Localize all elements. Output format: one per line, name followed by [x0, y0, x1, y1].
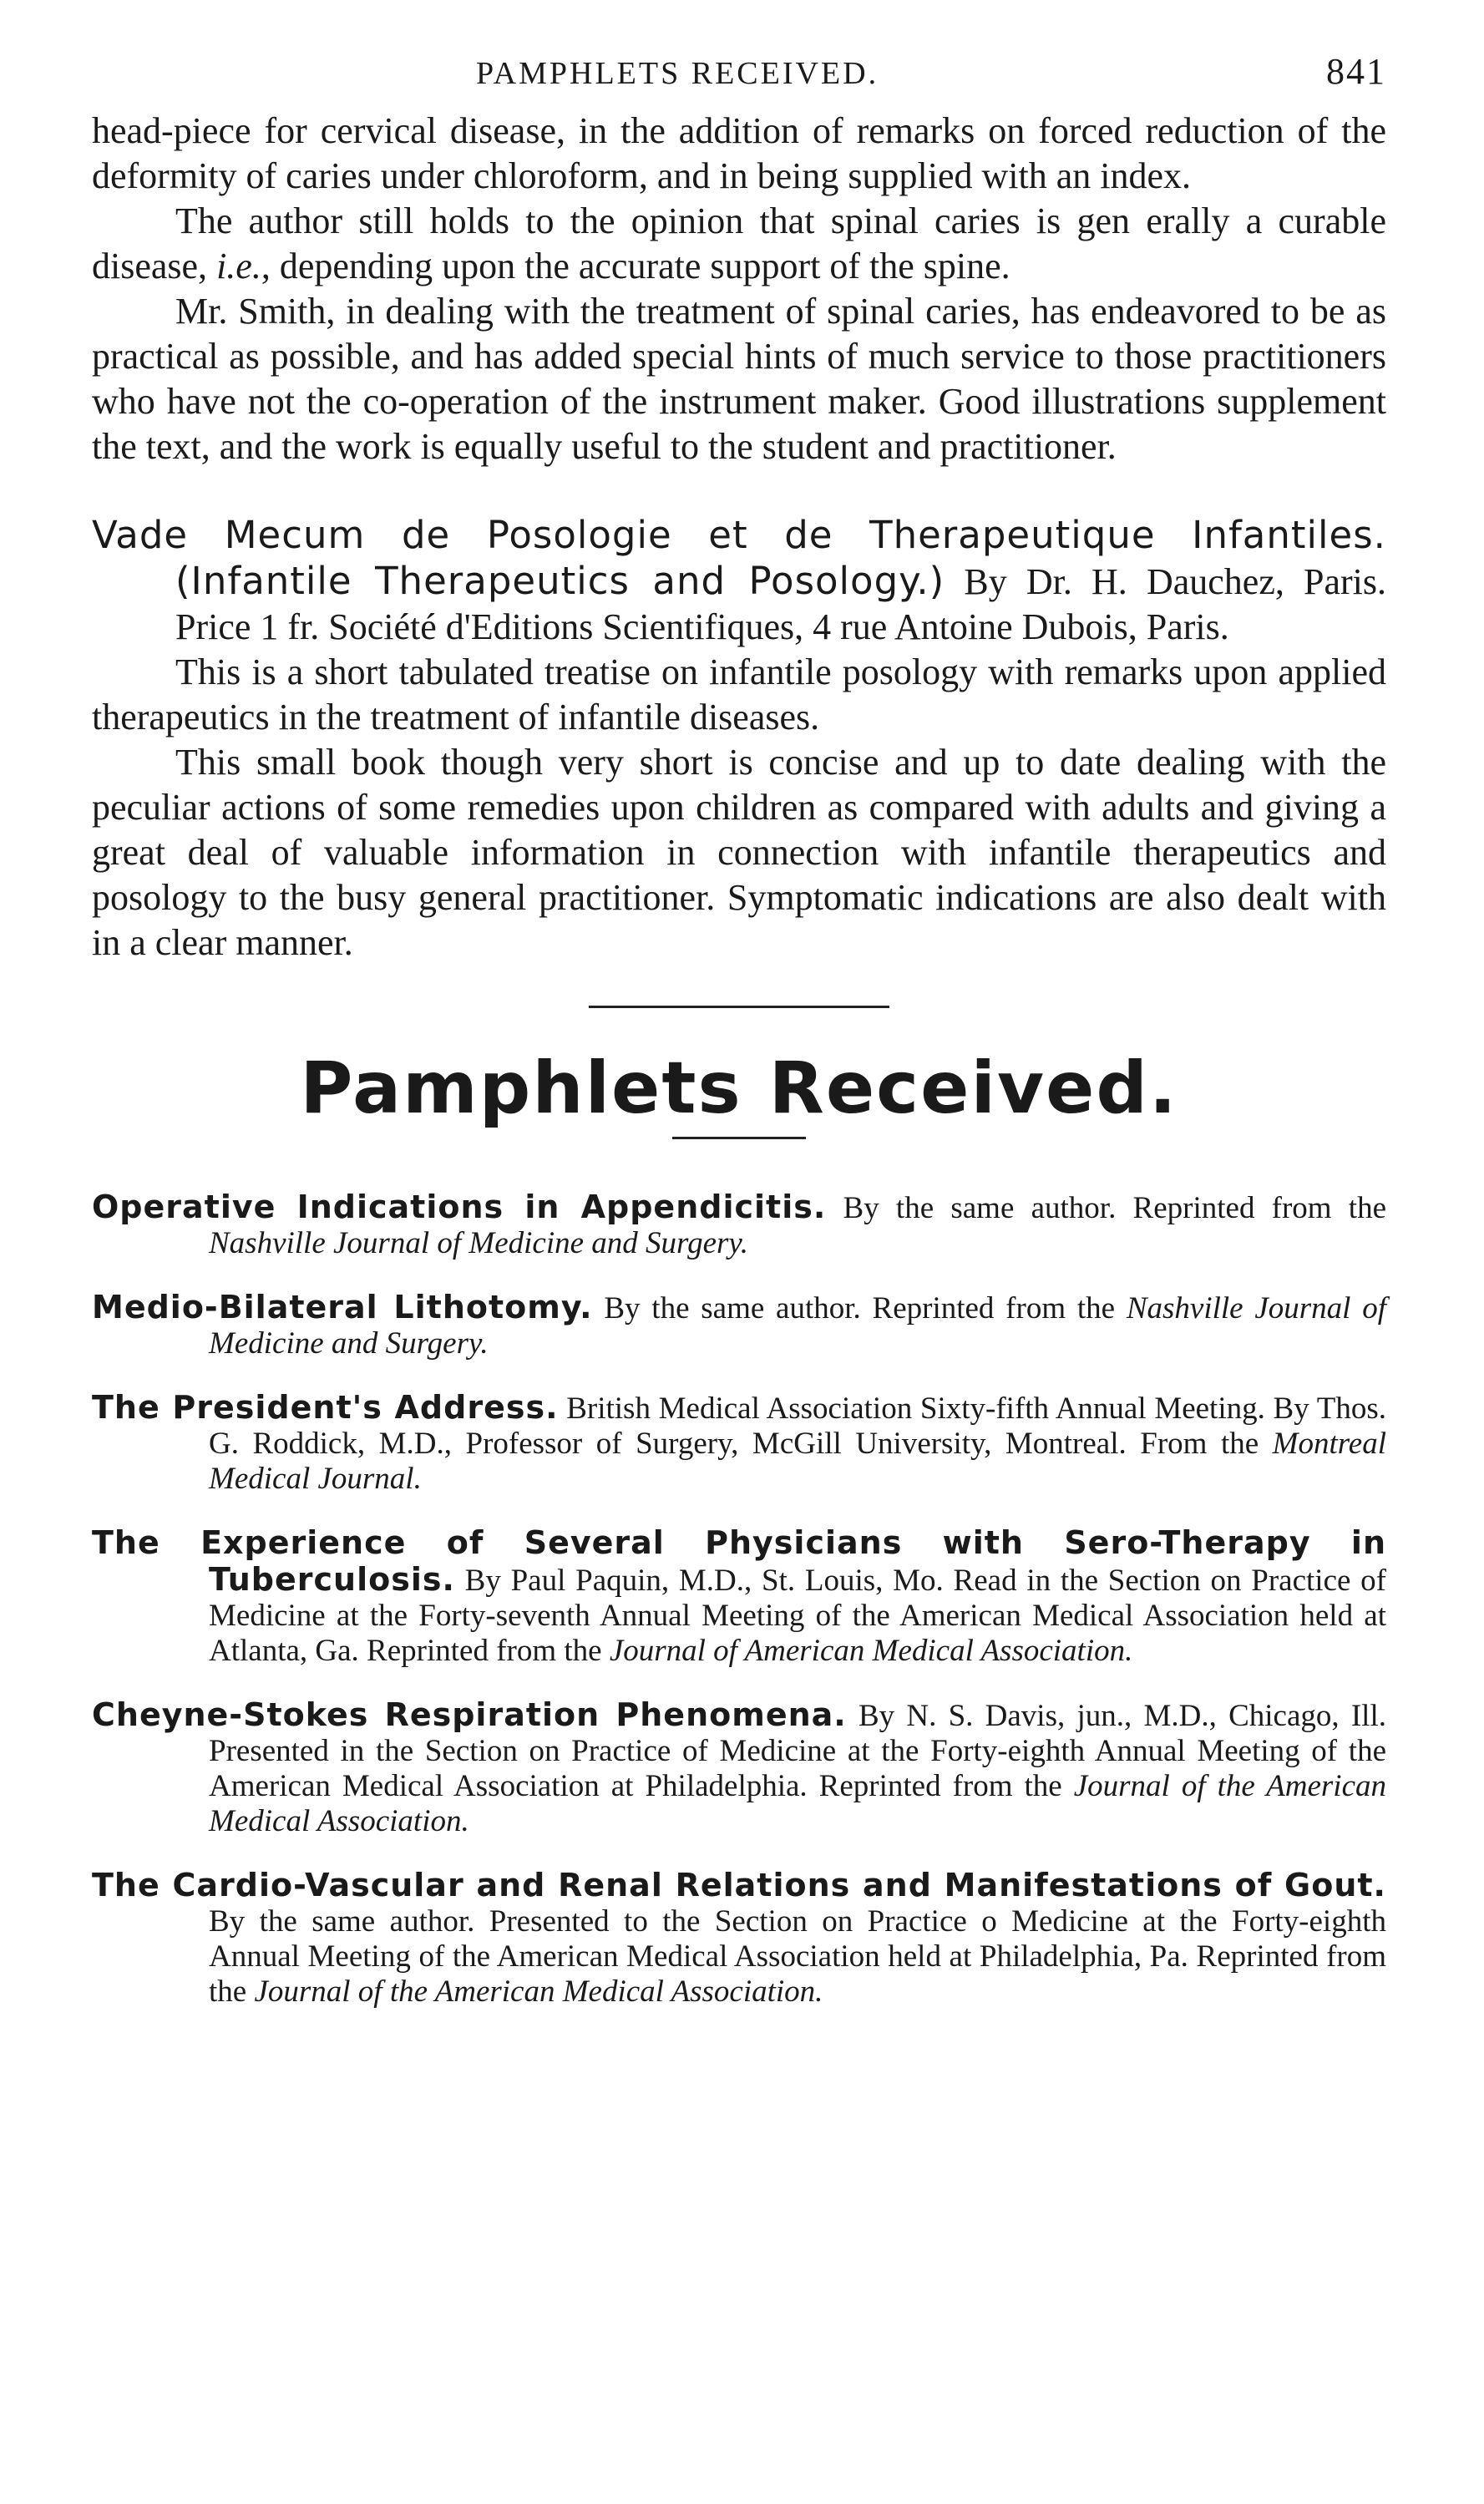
pamphlet-journal: Montreal Medical Journal.	[209, 1427, 1386, 1496]
review-italic: i.e.	[216, 246, 261, 286]
pamphlet-details: By the same author. Reprinted from the	[826, 1191, 1387, 1225]
review-paragraph: head-piece for cervical disease, in the addition of remarks on forced reduction of the deformity of caries under chloroform, and in being supplied with an index.	[92, 110, 1386, 196]
pamphlet-journal: Journal of the American Medical Association.	[254, 1974, 823, 2009]
review-title: Vade Mecum de Posologie et de Therapeutique Infantiles. (Infantile Therapeutics and Posology.)	[92, 513, 1386, 603]
pamphlet-journal: Journal of the American Medical Association.	[209, 1769, 1387, 1838]
pamphlet-entry	[92, 1390, 1386, 1497]
pamphlet-journal: Nashville Journal of Medicine and Surgery.	[209, 1226, 749, 1260]
review-vade-mecum	[92, 513, 1386, 966]
pamphlet-details: By the same author. Reprinted from the	[592, 1291, 1127, 1325]
review-paragraph: This is a short tabulated treatise on infantile posology with remarks upon applied therapeutics in the treatment of infantile diseases.	[92, 651, 1386, 738]
pamphlet-entry	[92, 1868, 1386, 2010]
review-heading	[92, 513, 1386, 650]
section-title: Pamphlets Received.	[300, 1047, 1178, 1130]
review-byline: By Dr. H. Dauchez, Paris. Price 1 fr. Société d'Editions Scientifiques, 4 rue Antoine Dubois, Paris.	[175, 561, 1386, 647]
pamphlet-entry	[92, 1290, 1386, 1361]
pamphlet-entry	[92, 1189, 1386, 1261]
pamphlet-title: Cheyne-Stokes Respiration Phenomena.	[92, 1696, 847, 1733]
pamphlet-entry	[92, 1697, 1386, 1839]
pamphlet-details: By the same author. Presented to the Section on Practice o Medicine at the Forty-eighth Annual Meeting of the American Medical Association held at Philadelphia, Pa. Reprinted from the	[209, 1904, 1386, 2009]
pamphlet-details: By Paul Paquin, M.D., St. Louis, Mo. Read in the Section on Practice of Medicine at the Forty-seventh Annual Meeting of the American Medical Association held at Atlanta, Ga. Reprinted from the	[209, 1564, 1386, 1668]
page-header	[92, 50, 1386, 109]
review-text: The author still holds to the opinion that spinal caries is gen erally a curable disease,	[92, 200, 1386, 286]
book-page	[92, 50, 1386, 2038]
review-paragraph	[92, 199, 1386, 289]
pamphlet-entry	[92, 1525, 1386, 1669]
pamphlet-title: The President's Address.	[92, 1389, 559, 1426]
pamphlet-journal: Journal of American Medical Association.	[609, 1634, 1133, 1668]
section-divider	[589, 1006, 889, 1008]
running-head: PAMPHLETS RECEIVED.	[476, 56, 879, 91]
pamphlet-details: By N. S. Davis, jun., M.D., Chicago, Ill. Presented in the Section on Practice of Medicine at the Forty-eighth Annual Meeting of the American Medical Association at Philadelphia. Reprinted from the	[209, 1699, 1386, 1803]
page-number: 841	[1326, 51, 1386, 92]
review-text: , depending upon the accurate support of the spine.	[261, 246, 1010, 286]
pamphlet-title: The Cardio-Vascular and Renal Relations and Manifestations of Gout.	[92, 1867, 1386, 1903]
pamphlet-title: Medio-Bilateral Lithotomy.	[92, 1289, 593, 1325]
review-paragraph: This small book though very short is concise and up to date dealing with the peculiar actions of some remedies upon children as compared with adults and giving a great deal of valuable information in connection with infantile therapeutics and posology to the busy general practitioner. Symptomatic indications are also dealt with in a clear manner.	[92, 742, 1386, 963]
review-paragraph: Mr. Smith, in dealing with the treatment of spinal caries, has endeavored to be as practical as possible, and has added special hints of much service to those practitioners who have not the co-operation of the instrument maker. Good illustrations supplement the text, and the work is equally useful to the student and practitioner.	[92, 291, 1386, 467]
pamphlet-title: Operative Indications in Appendicitis.	[92, 1189, 827, 1225]
pamphlet-details: British Medical Association Sixty-fifth Annual Meeting. By Thos. G. Roddick, M.D., Professor of Surgery, McGill University, Montreal. From the	[209, 1391, 1386, 1461]
pamphlet-journal: Nashville Journal of Medicine and Surgery.	[209, 1291, 1386, 1361]
pamphlet-list	[92, 1189, 1386, 2010]
title-underline	[672, 1137, 806, 1139]
review-continuation	[92, 109, 1386, 469]
pamphlet-title: The Experience of Several Physicians with Sero-Therapy in Tuberculosis.	[92, 1524, 1386, 1598]
